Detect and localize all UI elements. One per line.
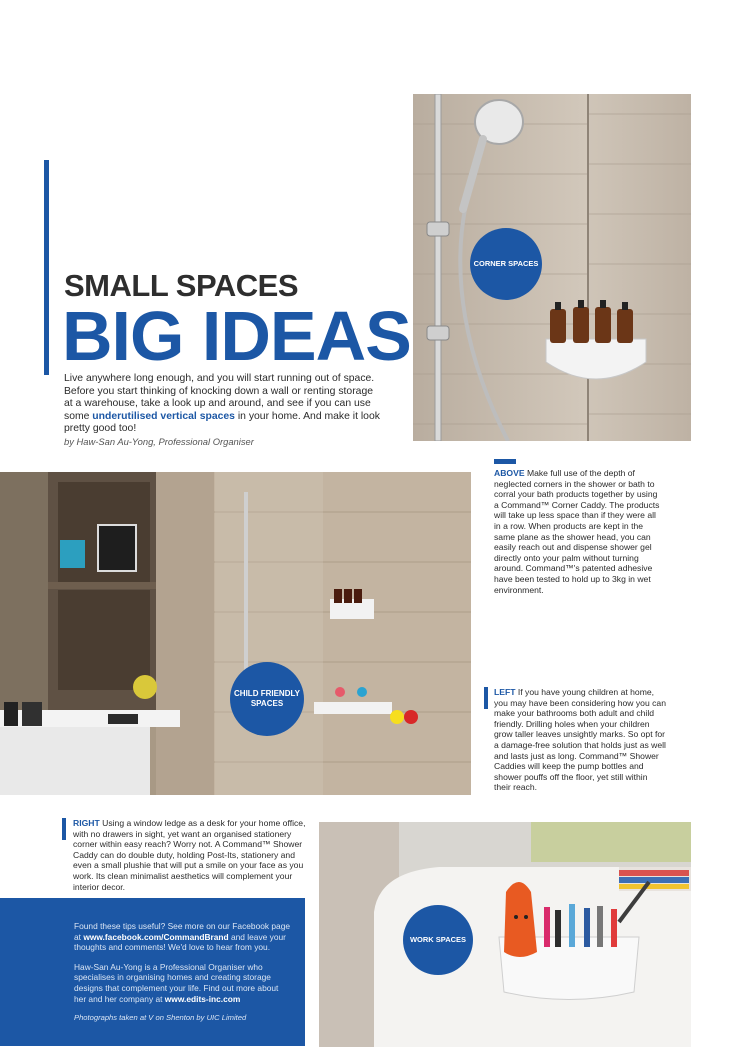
left-caption-accent-bar [484,687,488,709]
caption-left-text: If you have young children at home, you may have been considering how you can make your bathrooms both adult and child friendly. Drilling holes when your children grow taller leaves unsightly marks. So opt for a damage-free solution that holds just as well and lasts just as long. Command™ Shower Caddies will keep the pump bottles and shower pouffs off the floor, yet still within their reach. [494,687,666,793]
intro-text-before: Live anywhere long enough, and you will start running out of space. Before you start thinking of knocking down a wall or renting storage at a warehouse, take a look up and around, and see if you can use some [64,373,375,422]
photo-work-spaces [319,822,691,1047]
info-box [0,898,305,1046]
badge-child-line1: CHILD FRIENDLY [234,689,300,698]
website-link[interactable]: www.edits-inc.com [164,993,241,1004]
caption-right [73,818,315,892]
intro-text-after: in your home. And make it look pretty good too! [64,410,380,435]
photo-bathroom [0,472,471,795]
badge-child-friendly-spaces [230,662,304,736]
caption-above [494,468,664,595]
caption-left-lead: LEFT [494,687,516,697]
work-spaces-illustration [319,822,691,1047]
intro-paragraph [64,373,382,449]
photo-corner-shower [413,94,691,441]
badge-child-line2: SPACES [250,699,284,708]
info-paragraph-author [74,962,291,1004]
info-p1-b: and leave your thoughts and comments! We'd love to hear from you. [74,931,286,953]
byline: by Haw-San Au-Yong, Professional Organiser [64,435,254,447]
badge-work-spaces: WORK SPACES [403,905,473,975]
right-caption-accent-bar [62,818,66,840]
info-p1-a: Found these tips useful? See more on our Facebook page at [74,921,291,942]
photo-credit: Photographs taken at V on Shenton by UIC Limited [74,1013,247,1023]
caption-above-lead: ABOVE [494,468,525,478]
caption-above-text: Make full use of the depth of neglected corners in the shower or bath to corral your bath products together by using a Command™ Corner Caddy. The products will take up less space than if they were all in a row. When products are kept in the same plane as the shower head, you can easily reach out and dispense shower gel directly onto your palm without turning around. Command™'s patented adhesive have been tested to hold up to 3kg in wet environment. [494,468,660,595]
facebook-link[interactable]: www.facebook.com/CommandBrand [83,931,229,942]
above-accent-dash [494,459,516,464]
caption-right-lead: RIGHT [73,818,100,828]
intro-highlight: underutilised vertical spaces [92,410,235,422]
badge-corner-spaces: CORNER SPACES [470,228,542,300]
page-title-big-ideas: BIG IDEAS [62,297,411,375]
bathroom-illustration [0,472,471,795]
title-accent-bar [44,160,49,375]
caption-left [494,687,666,793]
corner-shower-illustration [413,94,691,441]
info-paragraph-facebook [74,921,291,953]
info-p2-a: Haw-San Au-Yong is a Professional Organiser who specialises in organising homes and creating storage designs that complement your life. Find out more about her and her company at [74,961,279,1004]
subtitle-small-spaces: SMALL SPACES [64,268,298,303]
caption-right-text: Using a window ledge as a desk for your home office, with no drawers in sight, yet want an organised stationery corner within easy reach? Worry not. A Command™ Shower Caddy can do double duty, holding Post-Its, stationery and even a small plushie that will put a smile on your face as you work. Its clean minimalist aesthetics will complement your interior decor. [73,818,306,892]
